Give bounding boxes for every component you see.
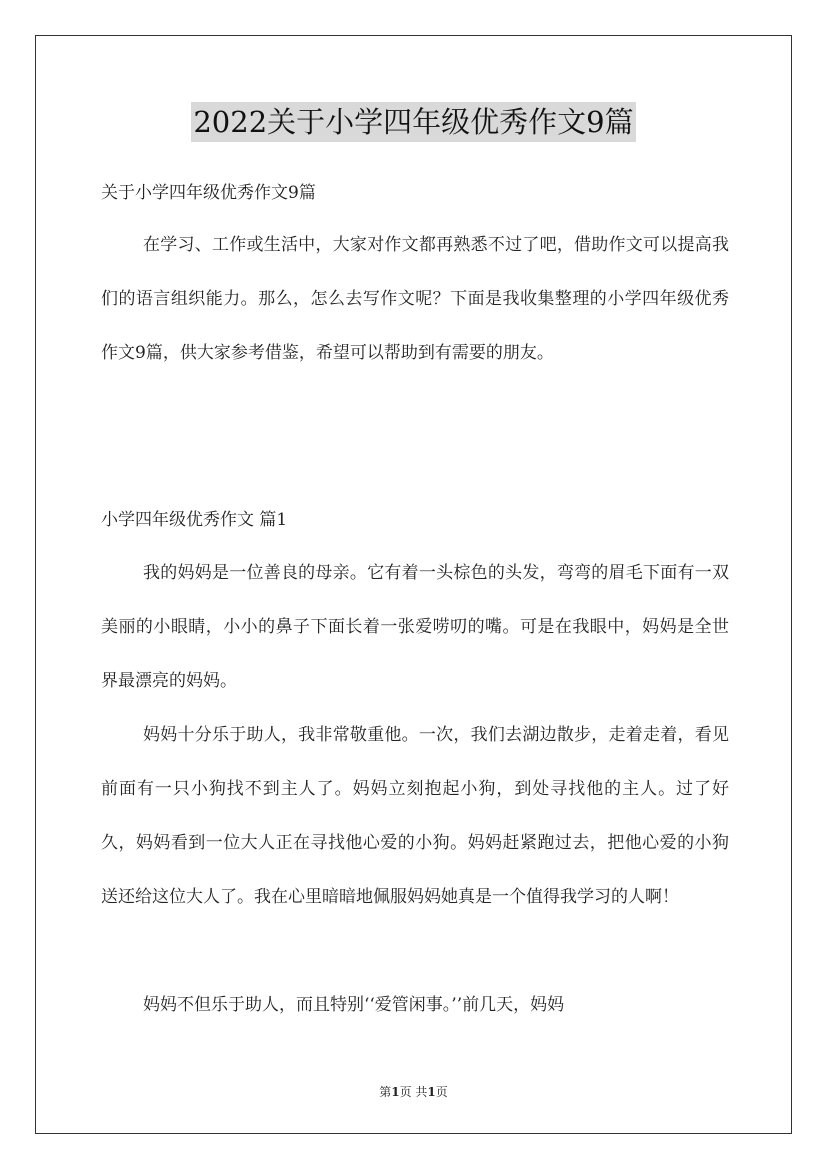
footer-page-total: 1 (427, 1085, 436, 1099)
section-heading: 小学四年级优秀作文 篇1 (101, 510, 288, 530)
footer-page-current: 1 (391, 1085, 400, 1099)
page-footer (0, 1083, 827, 1101)
footer-page-suffix: 页 (435, 1085, 448, 1099)
footer-page-prefix: 第 (379, 1085, 392, 1099)
document-subtitle: 关于小学四年级优秀作文9篇 (101, 183, 316, 203)
body-paragraph-2: 妈妈十分乐于助人，我非常敬重他。一次，我们去湖边散步，走着走着，看见前面有一只小狗找不到主人了。妈妈立刻抱起小狗，到处寻找他的主人。过了好久，妈妈看到一位大人正在寻找他心爱的小狗。妈妈赶紧跑过去，把他心爱的小狗送还给这位大人了。我在心里暗暗地佩服妈妈她真是一个值得我学习的人啊！ (101, 725, 729, 907)
body-paragraph-1: 我的妈妈是一位善良的母亲。它有着一头棕色的头发，弯弯的眉毛下面有一双美丽的小眼睛，小小的鼻子下面长着一张爱唠叨的嘴。可是在我眼中，妈妈是全世界最漂亮的妈妈。 (101, 563, 729, 691)
body-paragraph-3: 妈妈不但乐于助人，而且特别‘‘爱管闲事。’’前几天，妈妈 (143, 995, 565, 1015)
document-title: 2022关于小学四年级优秀作文9篇 (191, 102, 635, 142)
footer-page-mid: 页 共 (399, 1085, 428, 1099)
intro-paragraph: 在学习、工作或生活中，大家对作文都再熟悉不过了吧，借助作文可以提高我们的语言组织能力。那么，怎么去写作文呢？下面是我收集整理的小学四年级优秀作文9篇，供大家参考借鉴，希望可以帮助到有需要的朋友。 (101, 235, 729, 363)
title-container (0, 102, 827, 142)
